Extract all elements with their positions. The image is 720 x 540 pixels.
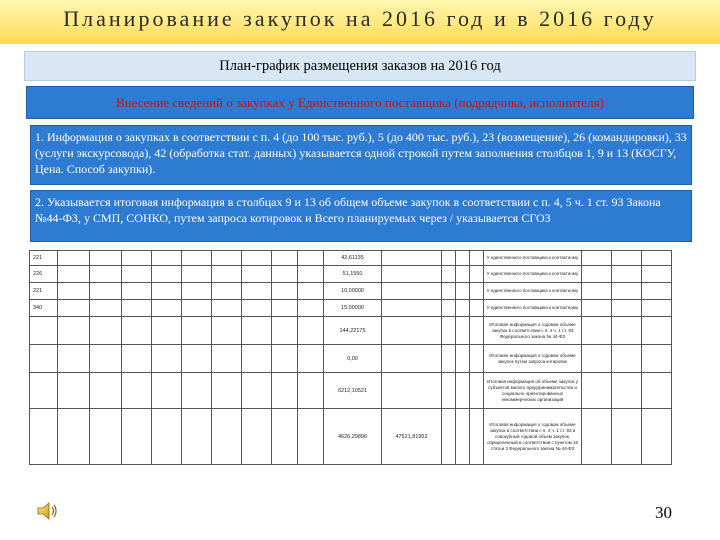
table-cell xyxy=(470,283,484,300)
table-cell xyxy=(442,300,456,317)
table-cell xyxy=(122,266,152,283)
table-cell xyxy=(122,345,152,373)
table-cell xyxy=(272,251,298,266)
page-number: 30 xyxy=(655,503,672,522)
subtitle: План-график размещения заказов на 2016 год xyxy=(24,51,696,81)
table-cell xyxy=(182,300,212,317)
table-cell xyxy=(456,300,470,317)
table-cell xyxy=(58,300,90,317)
section-header: Внесение сведений о закупках у Единственного поставщика (подрядчика, исполнителя) xyxy=(26,86,694,119)
table-cell xyxy=(298,373,324,409)
speaker-icon[interactable] xyxy=(36,500,60,522)
table-cell xyxy=(212,251,242,266)
row-amount-total xyxy=(382,300,442,317)
table-cell xyxy=(152,409,182,465)
table-cell xyxy=(90,373,122,409)
table-row xyxy=(30,266,672,283)
table-cell xyxy=(612,283,642,300)
table-cell xyxy=(470,300,484,317)
table-cell xyxy=(242,345,272,373)
table-cell xyxy=(470,409,484,465)
row-note: У единственного поставщика к контактному xyxy=(484,300,582,317)
table-cell xyxy=(612,251,642,266)
table-cell xyxy=(122,317,152,345)
table-cell xyxy=(582,373,612,409)
row-amount: 51,1550 xyxy=(324,266,382,283)
table-cell xyxy=(642,317,672,345)
table-cell xyxy=(612,373,642,409)
table-cell xyxy=(242,373,272,409)
table-cell xyxy=(122,300,152,317)
row-amount-total xyxy=(382,251,442,266)
row-code xyxy=(30,345,58,373)
table-cell xyxy=(272,409,298,465)
table-cell xyxy=(152,317,182,345)
table-row xyxy=(30,300,672,317)
table-cell xyxy=(442,283,456,300)
table-cell xyxy=(470,373,484,409)
table-cell xyxy=(442,373,456,409)
table-cell xyxy=(122,373,152,409)
table-cell xyxy=(182,283,212,300)
table-cell xyxy=(152,266,182,283)
row-note: У единственного поставщика к контактному xyxy=(484,251,582,266)
row-amount-total xyxy=(382,345,442,373)
table-cell xyxy=(456,251,470,266)
table-cell xyxy=(242,409,272,465)
slide-title: Планирование закупок на 2016 год и в 2016 году xyxy=(63,6,657,31)
row-amount-total: 47521,81952 xyxy=(382,409,442,465)
table-cell xyxy=(272,283,298,300)
table-cell xyxy=(152,251,182,266)
table-cell xyxy=(152,283,182,300)
table-cell xyxy=(58,317,90,345)
row-note: Итоговая информация о годовом объеме закупок в соответствии с п. 4 ч. 1 ст. 93 и совокупный годовой объем закупок, определенный в соответствии с пунктом 16 статьи 3 Федерального закона № 44-ФЗ xyxy=(484,409,582,465)
table-cell xyxy=(298,317,324,345)
table-cell xyxy=(90,251,122,266)
table-cell xyxy=(612,409,642,465)
table-cell xyxy=(182,251,212,266)
table-cell xyxy=(242,266,272,283)
table-row xyxy=(30,409,672,465)
slide-title-bar xyxy=(0,0,720,44)
table-cell xyxy=(642,345,672,373)
row-note: У единственного поставщика к контактному xyxy=(484,266,582,283)
row-amount: 42,61135 xyxy=(324,251,382,266)
table-cell xyxy=(58,373,90,409)
table-cell xyxy=(612,317,642,345)
table-cell xyxy=(212,266,242,283)
table-cell xyxy=(58,283,90,300)
table-cell xyxy=(470,345,484,373)
table-cell xyxy=(90,345,122,373)
table-cell xyxy=(582,251,612,266)
table-cell xyxy=(90,266,122,283)
table-cell xyxy=(58,345,90,373)
table-cell xyxy=(582,266,612,283)
table-cell xyxy=(612,345,642,373)
row-note: У единственного поставщика к контактному xyxy=(484,283,582,300)
table-row xyxy=(30,345,672,373)
table-cell xyxy=(152,300,182,317)
table-cell xyxy=(182,266,212,283)
table-cell xyxy=(242,317,272,345)
table-cell xyxy=(642,283,672,300)
table-cell xyxy=(642,409,672,465)
table-cell xyxy=(612,300,642,317)
table-cell xyxy=(298,409,324,465)
table-cell xyxy=(582,317,612,345)
table-cell xyxy=(58,251,90,266)
row-amount-total xyxy=(382,373,442,409)
table-cell xyxy=(612,266,642,283)
row-code: 221 xyxy=(30,251,58,266)
row-amount-total xyxy=(382,317,442,345)
table-cell xyxy=(442,317,456,345)
table-cell xyxy=(212,317,242,345)
table-cell xyxy=(456,345,470,373)
table-row xyxy=(30,373,672,409)
table-cell xyxy=(90,409,122,465)
table-cell xyxy=(182,345,212,373)
table-cell xyxy=(470,317,484,345)
row-note: Итоговая информация об объеме закупок у субъектов малого предпринимательства и социально ориентированных некоммерческих организаций xyxy=(484,373,582,409)
table-cell xyxy=(642,251,672,266)
row-code xyxy=(30,317,58,345)
table-cell xyxy=(272,373,298,409)
row-amount: 0,00 xyxy=(324,345,382,373)
row-amount: 6212,10521 xyxy=(324,373,382,409)
table-cell xyxy=(456,409,470,465)
table-cell xyxy=(90,317,122,345)
row-code xyxy=(30,373,58,409)
table-cell xyxy=(182,409,212,465)
table-cell xyxy=(212,373,242,409)
row-amount-total xyxy=(382,266,442,283)
row-code: 226 xyxy=(30,266,58,283)
table-cell xyxy=(642,266,672,283)
table-cell xyxy=(298,345,324,373)
table-cell xyxy=(58,409,90,465)
point-1-text: 1. Информация о закупках в соответствии с п. 4 (до 100 тыс. руб.), 5 (до 400 тыс. руб.), 23 (возмещение), 26 (командировки), 33 (услуги экскурсовода), 42 (обработка стат. данных) указывается одной строкой путем заполнения столбцов 1, 9 и 13 (КОСГУ, Цена. Способ закупки). xyxy=(30,125,692,185)
row-amount: 15,00000 xyxy=(324,300,382,317)
table-cell xyxy=(272,266,298,283)
table-cell xyxy=(582,409,612,465)
table-cell xyxy=(642,300,672,317)
table-cell xyxy=(152,373,182,409)
table-cell xyxy=(470,251,484,266)
table-cell xyxy=(272,300,298,317)
table-cell xyxy=(456,266,470,283)
table-cell xyxy=(456,283,470,300)
table-cell xyxy=(90,300,122,317)
table-cell xyxy=(456,317,470,345)
schedule-table xyxy=(29,250,672,465)
table-cell xyxy=(212,409,242,465)
table-cell xyxy=(298,251,324,266)
row-code: 221 xyxy=(30,283,58,300)
table-cell xyxy=(58,266,90,283)
table-cell xyxy=(298,283,324,300)
table-cell xyxy=(242,251,272,266)
table-row xyxy=(30,251,672,266)
table-cell xyxy=(298,266,324,283)
table-cell xyxy=(90,283,122,300)
row-code xyxy=(30,409,58,465)
table-row xyxy=(30,317,672,345)
table-cell xyxy=(152,345,182,373)
point-2-text: 2. Указывается итоговая информация в столбцах 9 и 13 об общем объеме закупок в соответствии с п. 4, 5 ч. 1 ст. 93 Закона №44-ФЗ, у СМП, СОНКО, путем запроса котировок и Всего планируемых через / указывается СГОЗ xyxy=(30,190,692,242)
table-row xyxy=(30,283,672,300)
table-cell xyxy=(272,317,298,345)
table-cell xyxy=(212,283,242,300)
table-cell xyxy=(582,345,612,373)
table-cell xyxy=(122,409,152,465)
table-cell xyxy=(442,266,456,283)
table-cell xyxy=(582,300,612,317)
table-cell xyxy=(242,300,272,317)
row-amount: 144,22175 xyxy=(324,317,382,345)
table-cell xyxy=(182,317,212,345)
table-cell xyxy=(642,373,672,409)
table-cell xyxy=(122,283,152,300)
row-amount-total xyxy=(382,283,442,300)
row-amount: 10,00000 xyxy=(324,283,382,300)
table-cell xyxy=(442,251,456,266)
table-cell xyxy=(242,283,272,300)
row-code: 340 xyxy=(30,300,58,317)
table-cell xyxy=(212,300,242,317)
table-cell xyxy=(470,266,484,283)
row-note: Итоговая информация о годовом объеме закупок в соответствии с п. 4 ч. 1 ст. 93 Федерального закона № 44-ФЗ xyxy=(484,317,582,345)
table-cell xyxy=(298,300,324,317)
row-amount: 4626,29896 xyxy=(324,409,382,465)
table-cell xyxy=(442,345,456,373)
table-cell xyxy=(456,373,470,409)
row-note: Итоговая информация о годовом объеме закупок путем запроса котировок xyxy=(484,345,582,373)
table-cell xyxy=(582,283,612,300)
table-cell xyxy=(272,345,298,373)
table-cell xyxy=(182,373,212,409)
table-cell xyxy=(442,409,456,465)
table-cell xyxy=(122,251,152,266)
table-cell xyxy=(212,345,242,373)
